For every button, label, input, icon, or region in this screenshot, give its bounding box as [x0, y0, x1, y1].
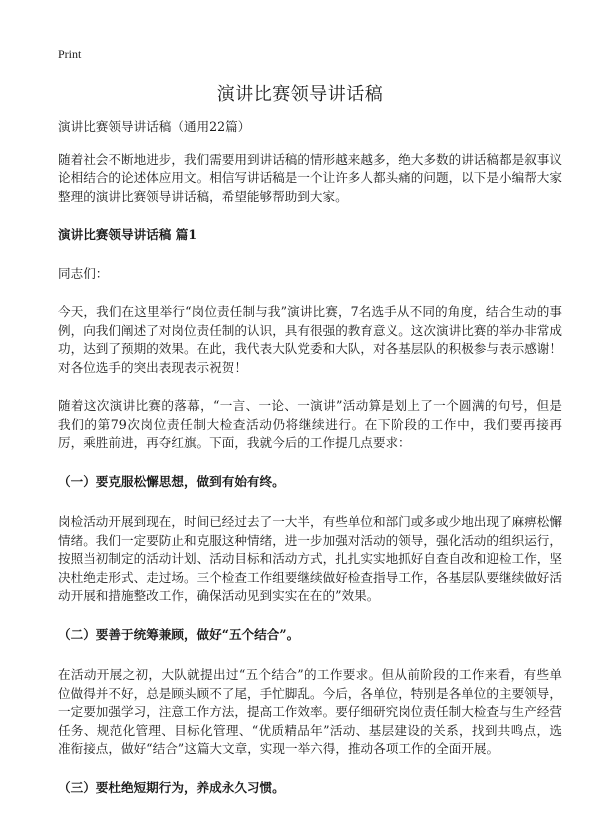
print-link[interactable]: Print — [58, 47, 82, 61]
document-body — [58, 118, 562, 819]
intro-paragraph: 随着社会不断地进步，我们需要用到讲话稿的情形越来越多，绝大多数的讲话稿都是叙事议论相结合的论述体应用文。相信写讲话稿是一个让许多人都头痛的问题，以下是小编帮大家整理的演讲比赛领导讲话稿，希望能够帮助到大家。 — [58, 151, 562, 204]
point-2-heading: （二）要善于统筹兼顾，做好“五个结合”。 — [58, 626, 300, 642]
greeting: 同志们： — [58, 265, 109, 281]
document-title: 演讲比赛领导讲话稿 — [216, 84, 384, 105]
document-subtitle: 演讲比赛领导讲话稿（通用22篇） — [58, 119, 251, 134]
point-3-heading: （三）要杜绝短期行为，养成永久习惯。 — [58, 779, 285, 795]
point-2-body: 在活动开展之初，大队就提出过“五个结合”的工作要求。但从前阶段的工作来看，有些单位做得并不好，总是顾头顾不了尾，手忙脚乱。今后，各单位，特别是各单位的主要领导，一定要加强学习，注意工作方法，提高工作效率。要仔细研究岗位责任制大检查与生产经营任务、规范化管理、目标化管理、“优质精品年”活动、基层建设的关系，找到共鸣点，选准衔接点，做好“结合”这篇大文章，实现一举六得，推动各项工作的全面开展。 — [58, 667, 562, 756]
body-paragraph-1: 今天，我们在这里举行“岗位责任制与我”演讲比赛，7名选手从不同的角度，结合生动的事例，向我们阐述了对岗位责任制的认识，具有很强的教育意义。这次演讲比赛的举办非常成功，达到了预期的效果。在此，我代表大队党委和大队，对各基层队的积极参与表示感谢！对各位选手的突出表现表示祝贺！ — [58, 304, 562, 375]
section-heading: 演讲比赛领导讲话稿 篇1 — [58, 227, 198, 242]
point-1-body: 岗检活动开展到现在，时间已经过去了一大半，有些单位和部门或多或少地出现了麻痹松懈情绪。我们一定要防止和克服这种情绪，进一步加强对活动的领导，强化活动的组织运行，按照当初制定的活动计划、活动目标和活动方式，扎扎实实地抓好自查自改和迎检工作，坚决杜绝走形式、走过场。三个检查工作组要继续做好检查指导工作，各基层队要继续做好活动开展和措施整改工作，确保活动见到实实在在的”效果。 — [58, 514, 562, 603]
point-1-heading: （一）要克服松懈思想，做到有始有终。 — [58, 473, 285, 489]
body-paragraph-2: 随着这次演讲比赛的落幕，“一言、一论、一演讲”活动算是划上了一个圆满的句号，但是我们的第79次岗位责任制大检查活动仍将继续进行。在下阶段的工作中，我们要再接再厉，乘胜前进，再夺红旗。下面，我就今后的工作提几点要求： — [58, 398, 562, 450]
